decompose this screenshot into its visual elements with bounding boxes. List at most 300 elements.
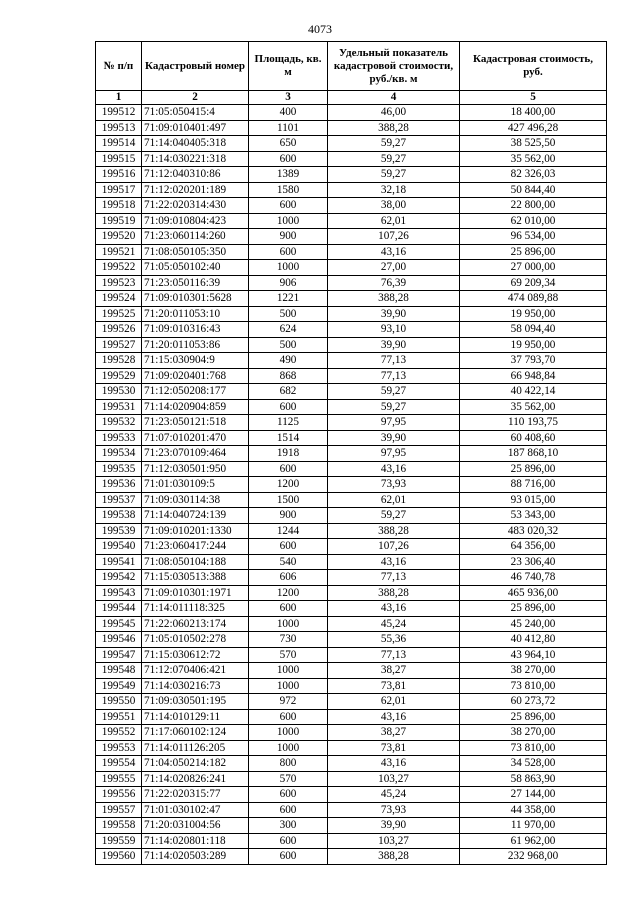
- row-number-cell: 199557: [96, 802, 142, 818]
- area-cell: 500: [249, 306, 328, 322]
- specific-value-cell: 388,28: [328, 291, 460, 307]
- area-cell: 300: [249, 818, 328, 834]
- row-number-cell: 199524: [96, 291, 142, 307]
- cadastral-number-cell: 71:09:010201:1330: [142, 523, 249, 539]
- row-number-cell: 199559: [96, 833, 142, 849]
- table-row: [96, 678, 607, 694]
- area-cell: 1580: [249, 182, 328, 198]
- cadastral-number-cell: 71:23:050116:39: [142, 275, 249, 291]
- cadastral-value-cell: 40 422,14: [460, 384, 607, 400]
- cadastral-number-cell: 71:12:020201:189: [142, 182, 249, 198]
- table-row: [96, 136, 607, 152]
- table-row: [96, 151, 607, 167]
- row-number-cell: 199523: [96, 275, 142, 291]
- header-row: [96, 42, 607, 91]
- cadastral-number-cell: 71:09:030501:195: [142, 694, 249, 710]
- table-row: [96, 523, 607, 539]
- cadastral-number-cell: 71:15:030612:72: [142, 647, 249, 663]
- cadastral-number-cell: 71:05:050415:4: [142, 105, 249, 121]
- cadastral-value-cell: 18 400,00: [460, 105, 607, 121]
- area-cell: 540: [249, 554, 328, 570]
- cadastral-number-cell: 71:20:031004:56: [142, 818, 249, 834]
- cadastral-number-cell: 71:09:010316:43: [142, 322, 249, 338]
- specific-value-cell: 59,27: [328, 151, 460, 167]
- table-row: [96, 306, 607, 322]
- area-cell: 1000: [249, 678, 328, 694]
- header-cadastral-number: Кадастровый номер: [142, 42, 249, 91]
- specific-value-cell: 45,24: [328, 616, 460, 632]
- cadastral-number-cell: 71:09:010301:1971: [142, 585, 249, 601]
- specific-value-cell: 76,39: [328, 275, 460, 291]
- specific-value-cell: 73,93: [328, 477, 460, 493]
- row-number-cell: 199534: [96, 446, 142, 462]
- area-cell: 1918: [249, 446, 328, 462]
- specific-value-cell: 103,27: [328, 833, 460, 849]
- row-number-cell: 199555: [96, 771, 142, 787]
- cadastral-number-cell: 71:14:020826:241: [142, 771, 249, 787]
- specific-value-cell: 46,00: [328, 105, 460, 121]
- specific-value-cell: 43,16: [328, 709, 460, 725]
- row-number-cell: 199530: [96, 384, 142, 400]
- area-cell: 570: [249, 647, 328, 663]
- cadastral-number-cell: 71:15:030904:9: [142, 353, 249, 369]
- cadastral-number-cell: 71:20:011053:86: [142, 337, 249, 353]
- cadastral-number-cell: 71:22:020315:77: [142, 787, 249, 803]
- cadastral-number-cell: 71:09:010804:423: [142, 213, 249, 229]
- cadastral-value-cell: 23 306,40: [460, 554, 607, 570]
- area-cell: 906: [249, 275, 328, 291]
- row-number-cell: 199518: [96, 198, 142, 214]
- area-cell: 600: [249, 244, 328, 260]
- specific-value-cell: 59,27: [328, 508, 460, 524]
- cadastral-number-cell: 71:23:060417:244: [142, 539, 249, 555]
- table-row: [96, 229, 607, 245]
- row-number-cell: 199536: [96, 477, 142, 493]
- area-cell: 1389: [249, 167, 328, 183]
- row-number-cell: 199515: [96, 151, 142, 167]
- table-row: [96, 430, 607, 446]
- area-cell: 1200: [249, 585, 328, 601]
- row-number-cell: 199552: [96, 725, 142, 741]
- cadastral-value-cell: 43 964,10: [460, 647, 607, 663]
- row-number-cell: 199540: [96, 539, 142, 555]
- row-number-cell: 199556: [96, 787, 142, 803]
- row-number-cell: 199535: [96, 461, 142, 477]
- specific-value-cell: 39,90: [328, 306, 460, 322]
- row-number-cell: 199550: [96, 694, 142, 710]
- area-cell: 600: [249, 601, 328, 617]
- specific-value-cell: 38,27: [328, 725, 460, 741]
- cadastral-value-cell: 27 000,00: [460, 260, 607, 276]
- table-row: [96, 601, 607, 617]
- cadastral-number-cell: 71:01:030102:47: [142, 802, 249, 818]
- cadastral-value-cell: 110 193,75: [460, 415, 607, 431]
- cadastral-value-cell: 232 968,00: [460, 849, 607, 865]
- row-number-cell: 199522: [96, 260, 142, 276]
- table-row: [96, 461, 607, 477]
- cadastral-value-cell: 34 528,00: [460, 756, 607, 772]
- cadastral-number-cell: 71:23:050121:518: [142, 415, 249, 431]
- area-cell: 1200: [249, 477, 328, 493]
- cadastral-value-cell: 19 950,00: [460, 306, 607, 322]
- cadastral-number-cell: 71:14:011118:325: [142, 601, 249, 617]
- area-cell: 570: [249, 771, 328, 787]
- page-number: 4073: [308, 22, 332, 36]
- cadastral-number-cell: 71:17:060102:124: [142, 725, 249, 741]
- table-row: [96, 260, 607, 276]
- row-number-cell: 199520: [96, 229, 142, 245]
- specific-value-cell: 77,13: [328, 368, 460, 384]
- table-row: [96, 539, 607, 555]
- cadastral-number-cell: 71:14:020904:859: [142, 399, 249, 415]
- cadastral-value-cell: 38 270,00: [460, 725, 607, 741]
- table-row: [96, 337, 607, 353]
- specific-value-cell: 39,90: [328, 430, 460, 446]
- area-cell: 1125: [249, 415, 328, 431]
- cadastral-value-cell: 22 800,00: [460, 198, 607, 214]
- table-row: [96, 446, 607, 462]
- specific-value-cell: 93,10: [328, 322, 460, 338]
- specific-value-cell: 77,13: [328, 353, 460, 369]
- specific-value-cell: 32,18: [328, 182, 460, 198]
- header-area: Площадь, кв. м: [249, 42, 328, 91]
- row-number-cell: 199543: [96, 585, 142, 601]
- area-cell: 972: [249, 694, 328, 710]
- cadastral-value-cell: 46 740,78: [460, 570, 607, 586]
- area-cell: 1000: [249, 616, 328, 632]
- cadastral-number-cell: 71:14:010129:11: [142, 709, 249, 725]
- row-number-cell: 199546: [96, 632, 142, 648]
- specific-value-cell: 62,01: [328, 492, 460, 508]
- area-cell: 1000: [249, 740, 328, 756]
- area-cell: 1101: [249, 120, 328, 136]
- row-number-cell: 199554: [96, 756, 142, 772]
- specific-value-cell: 388,28: [328, 523, 460, 539]
- specific-value-cell: 97,95: [328, 446, 460, 462]
- specific-value-cell: 43,16: [328, 756, 460, 772]
- table-row: [96, 244, 607, 260]
- cadastral-value-cell: 88 716,00: [460, 477, 607, 493]
- row-number-cell: 199539: [96, 523, 142, 539]
- table-row: [96, 709, 607, 725]
- cadastral-value-cell: 19 950,00: [460, 337, 607, 353]
- area-cell: 600: [249, 849, 328, 865]
- table-row: [96, 787, 607, 803]
- table-row: [96, 570, 607, 586]
- row-number-cell: 199517: [96, 182, 142, 198]
- area-cell: 1000: [249, 725, 328, 741]
- area-cell: 600: [249, 539, 328, 555]
- table-row: [96, 415, 607, 431]
- table-row: [96, 802, 607, 818]
- area-cell: 800: [249, 756, 328, 772]
- cadastral-value-cell: 25 896,00: [460, 601, 607, 617]
- row-number-cell: 199549: [96, 678, 142, 694]
- cadastral-number-cell: 71:09:010401:497: [142, 120, 249, 136]
- cadastral-value-cell: 73 810,00: [460, 678, 607, 694]
- cadastral-number-cell: 71:14:020801:118: [142, 833, 249, 849]
- table-row: [96, 771, 607, 787]
- table-row: [96, 322, 607, 338]
- cadastral-value-cell: 37 793,70: [460, 353, 607, 369]
- specific-value-cell: 62,01: [328, 213, 460, 229]
- table-row: [96, 182, 607, 198]
- area-cell: 1500: [249, 492, 328, 508]
- specific-value-cell: 43,16: [328, 461, 460, 477]
- table-row: [96, 105, 607, 121]
- table-row: [96, 647, 607, 663]
- specific-value-cell: 107,26: [328, 539, 460, 555]
- table-row: [96, 291, 607, 307]
- cadastral-value-cell: 38 525,50: [460, 136, 607, 152]
- cadastral-number-cell: 71:14:040405:318: [142, 136, 249, 152]
- table-row: [96, 663, 607, 679]
- header-row-number: № п/п: [96, 42, 142, 91]
- table-row: [96, 399, 607, 415]
- specific-value-cell: 59,27: [328, 399, 460, 415]
- cadastral-number-cell: 71:07:010201:470: [142, 430, 249, 446]
- row-number-cell: 199558: [96, 818, 142, 834]
- cadastral-number-cell: 71:05:050102:40: [142, 260, 249, 276]
- cadastral-value-cell: 93 015,00: [460, 492, 607, 508]
- area-cell: 650: [249, 136, 328, 152]
- table-row: [96, 740, 607, 756]
- table-row: [96, 120, 607, 136]
- cadastral-number-cell: 71:14:011126:205: [142, 740, 249, 756]
- area-cell: 1244: [249, 523, 328, 539]
- cadastral-value-cell: 96 534,00: [460, 229, 607, 245]
- cadastral-value-cell: 483 020,32: [460, 523, 607, 539]
- table-row: [96, 492, 607, 508]
- specific-value-cell: 73,81: [328, 678, 460, 694]
- area-cell: 868: [249, 368, 328, 384]
- area-cell: 1000: [249, 213, 328, 229]
- area-cell: 600: [249, 787, 328, 803]
- specific-value-cell: 43,16: [328, 554, 460, 570]
- table-row: [96, 632, 607, 648]
- table-row: [96, 213, 607, 229]
- specific-value-cell: 59,27: [328, 384, 460, 400]
- area-cell: 1000: [249, 663, 328, 679]
- row-number-cell: 199521: [96, 244, 142, 260]
- area-cell: 600: [249, 151, 328, 167]
- cadastral-value-cell: 61 962,00: [460, 833, 607, 849]
- row-number-cell: 199538: [96, 508, 142, 524]
- cadastral-number-cell: 71:09:020401:768: [142, 368, 249, 384]
- cadastral-number-cell: 71:04:050214:182: [142, 756, 249, 772]
- header-specific-value: Удельный показатель кадастровой стоимости, руб./кв. м: [328, 42, 460, 91]
- column-index: 3: [249, 91, 328, 105]
- area-cell: 490: [249, 353, 328, 369]
- specific-value-cell: 103,27: [328, 771, 460, 787]
- cadastral-value-cell: 66 948,84: [460, 368, 607, 384]
- specific-value-cell: 59,27: [328, 167, 460, 183]
- row-number-cell: 199531: [96, 399, 142, 415]
- row-number-cell: 199512: [96, 105, 142, 121]
- table-row: [96, 198, 607, 214]
- cadastral-value-cell: 11 970,00: [460, 818, 607, 834]
- cadastral-number-cell: 71:12:030501:950: [142, 461, 249, 477]
- area-cell: 900: [249, 229, 328, 245]
- cadastral-value-cell: 25 896,00: [460, 461, 607, 477]
- table-row: [96, 275, 607, 291]
- cadastral-value-cell: 27 144,00: [460, 787, 607, 803]
- row-number-cell: 199537: [96, 492, 142, 508]
- cadastral-number-cell: 71:12:040310:86: [142, 167, 249, 183]
- table-row: [96, 508, 607, 524]
- table-row: [96, 585, 607, 601]
- area-cell: 600: [249, 833, 328, 849]
- area-cell: 400: [249, 105, 328, 121]
- specific-value-cell: 388,28: [328, 849, 460, 865]
- area-cell: 600: [249, 198, 328, 214]
- cadastral-number-cell: 71:09:010301:5628: [142, 291, 249, 307]
- table-row: [96, 849, 607, 865]
- row-number-cell: 199525: [96, 306, 142, 322]
- cadastral-value-cell: 69 209,34: [460, 275, 607, 291]
- cadastral-value-cell: 45 240,00: [460, 616, 607, 632]
- row-number-cell: 199551: [96, 709, 142, 725]
- column-index-row: [96, 91, 607, 105]
- cadastral-value-cell: 474 089,88: [460, 291, 607, 307]
- cadastral-value-cell: 58 094,40: [460, 322, 607, 338]
- specific-value-cell: 38,00: [328, 198, 460, 214]
- cadastral-number-cell: 71:12:070406:421: [142, 663, 249, 679]
- cadastral-value-cell: 40 412,80: [460, 632, 607, 648]
- cadastral-value-cell: 38 270,00: [460, 663, 607, 679]
- specific-value-cell: 107,26: [328, 229, 460, 245]
- table-row: [96, 554, 607, 570]
- table-row: [96, 694, 607, 710]
- specific-value-cell: 27,00: [328, 260, 460, 276]
- column-index: 2: [142, 91, 249, 105]
- specific-value-cell: 39,90: [328, 818, 460, 834]
- area-cell: 1000: [249, 260, 328, 276]
- specific-value-cell: 55,36: [328, 632, 460, 648]
- cadastral-number-cell: 71:12:050208:177: [142, 384, 249, 400]
- row-number-cell: 199547: [96, 647, 142, 663]
- cadastral-value-cell: 60 273,72: [460, 694, 607, 710]
- area-cell: 606: [249, 570, 328, 586]
- row-number-cell: 199532: [96, 415, 142, 431]
- specific-value-cell: 45,24: [328, 787, 460, 803]
- cadastral-value-cell: 64 356,00: [460, 539, 607, 555]
- cadastral-number-cell: 71:22:060213:174: [142, 616, 249, 632]
- cadastral-number-cell: 71:08:050105:350: [142, 244, 249, 260]
- area-cell: 600: [249, 709, 328, 725]
- table-row: [96, 477, 607, 493]
- table-row: [96, 818, 607, 834]
- area-cell: 600: [249, 461, 328, 477]
- cadastral-value-cell: 35 562,00: [460, 151, 607, 167]
- header-cadastral-value: Кадастровая стоимость, руб.: [460, 42, 607, 91]
- cadastral-number-cell: 71:05:010502:278: [142, 632, 249, 648]
- table-row: [96, 756, 607, 772]
- area-cell: 682: [249, 384, 328, 400]
- area-cell: 730: [249, 632, 328, 648]
- cadastral-number-cell: 71:14:040724:139: [142, 508, 249, 524]
- row-number-cell: 199542: [96, 570, 142, 586]
- row-number-cell: 199560: [96, 849, 142, 865]
- cadastral-number-cell: 71:14:020503:289: [142, 849, 249, 865]
- area-cell: 600: [249, 802, 328, 818]
- cadastral-value-cell: 60 408,60: [460, 430, 607, 446]
- cadastral-number-cell: 71:23:060114:260: [142, 229, 249, 245]
- row-number-cell: 199553: [96, 740, 142, 756]
- row-number-cell: 199544: [96, 601, 142, 617]
- cadastral-number-cell: 71:14:030216:73: [142, 678, 249, 694]
- specific-value-cell: 77,13: [328, 570, 460, 586]
- cadastral-number-cell: 71:22:020314:430: [142, 198, 249, 214]
- specific-value-cell: 43,16: [328, 244, 460, 260]
- specific-value-cell: 73,93: [328, 802, 460, 818]
- cadastral-value-cell: 73 810,00: [460, 740, 607, 756]
- specific-value-cell: 39,90: [328, 337, 460, 353]
- table-row: [96, 368, 607, 384]
- column-index: 4: [328, 91, 460, 105]
- specific-value-cell: 97,95: [328, 415, 460, 431]
- cadastral-value-cell: 62 010,00: [460, 213, 607, 229]
- cadastral-number-cell: 71:14:030221:318: [142, 151, 249, 167]
- specific-value-cell: 77,13: [328, 647, 460, 663]
- cadastral-value-cell: 465 936,00: [460, 585, 607, 601]
- cadastral-number-cell: 71:20:011053:10: [142, 306, 249, 322]
- row-number-cell: 199548: [96, 663, 142, 679]
- row-number-cell: 199527: [96, 337, 142, 353]
- cadastral-number-cell: 71:23:070109:464: [142, 446, 249, 462]
- specific-value-cell: 62,01: [328, 694, 460, 710]
- cadastral-number-cell: 71:09:030114:38: [142, 492, 249, 508]
- row-number-cell: 199516: [96, 167, 142, 183]
- area-cell: 600: [249, 399, 328, 415]
- row-number-cell: 199545: [96, 616, 142, 632]
- cadastral-value-cell: 44 358,00: [460, 802, 607, 818]
- cadastral-value-cell: 50 844,40: [460, 182, 607, 198]
- specific-value-cell: 388,28: [328, 120, 460, 136]
- row-number-cell: 199526: [96, 322, 142, 338]
- specific-value-cell: 38,27: [328, 663, 460, 679]
- table-row: [96, 353, 607, 369]
- column-index: 5: [460, 91, 607, 105]
- column-index: 1: [96, 91, 142, 105]
- cadastral-value-cell: 82 326,03: [460, 167, 607, 183]
- table-row: [96, 616, 607, 632]
- table-row: [96, 384, 607, 400]
- table-body: [96, 105, 607, 865]
- row-number-cell: 199514: [96, 136, 142, 152]
- table-row: [96, 833, 607, 849]
- area-cell: 1514: [249, 430, 328, 446]
- row-number-cell: 199533: [96, 430, 142, 446]
- specific-value-cell: 59,27: [328, 136, 460, 152]
- area-cell: 624: [249, 322, 328, 338]
- specific-value-cell: 388,28: [328, 585, 460, 601]
- cadastral-value-cell: 427 496,28: [460, 120, 607, 136]
- cadastral-value-cell: 58 863,90: [460, 771, 607, 787]
- table-row: [96, 725, 607, 741]
- row-number-cell: 199529: [96, 368, 142, 384]
- cadastral-value-cell: 25 896,00: [460, 244, 607, 260]
- cadastral-value-cell: 187 868,10: [460, 446, 607, 462]
- row-number-cell: 199519: [96, 213, 142, 229]
- area-cell: 500: [249, 337, 328, 353]
- specific-value-cell: 43,16: [328, 601, 460, 617]
- specific-value-cell: 73,81: [328, 740, 460, 756]
- cadastral-number-cell: 71:01:030109:5: [142, 477, 249, 493]
- cadastral-number-cell: 71:08:050104:188: [142, 554, 249, 570]
- row-number-cell: 199513: [96, 120, 142, 136]
- cadastral-value-cell: 53 343,00: [460, 508, 607, 524]
